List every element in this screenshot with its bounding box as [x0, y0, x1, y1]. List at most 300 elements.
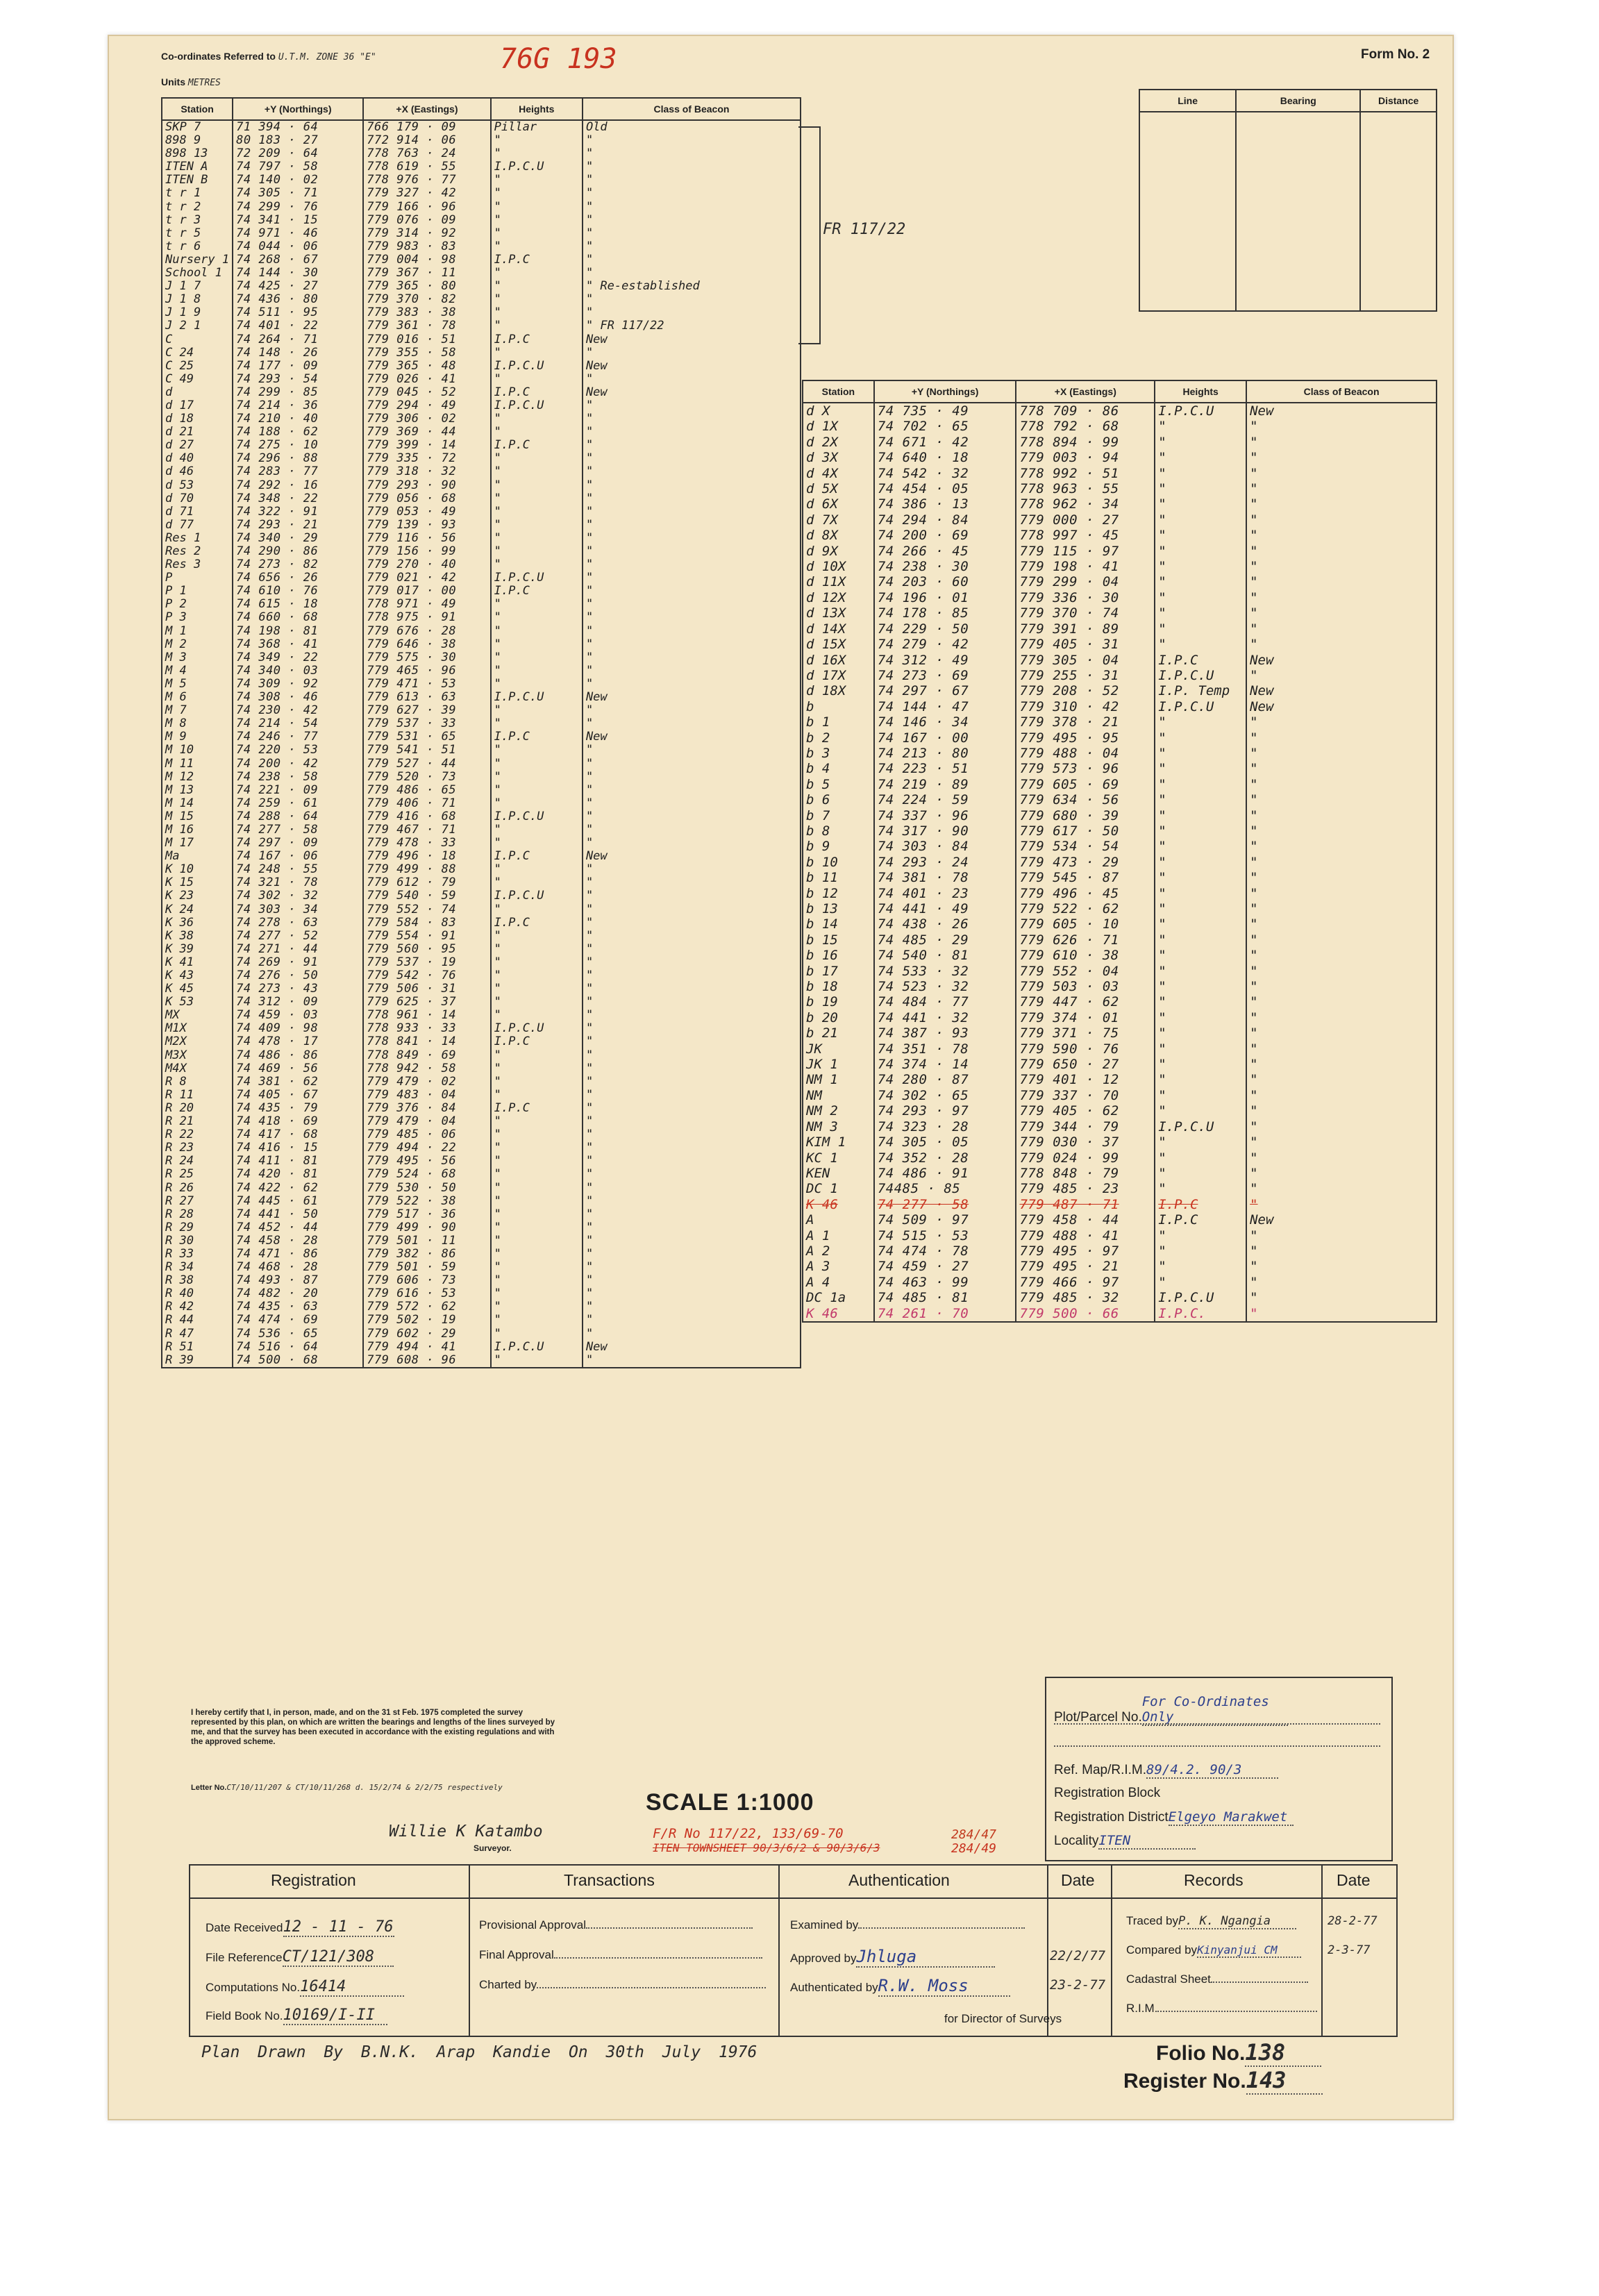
table-row: [162, 1354, 801, 1368]
easting-cell: 779 017 · 00: [363, 585, 490, 598]
class-cell: ": [583, 1009, 801, 1022]
class-cell: ": [583, 1035, 801, 1048]
date-received-value: 12 - 11 - 76: [283, 1918, 394, 1936]
station-cell: R 27: [162, 1195, 233, 1208]
easting-cell: 779 573 · 96: [1016, 761, 1155, 776]
second-header-2: +X (Eastings): [1016, 380, 1155, 403]
northing-cell: 74 196 · 01: [874, 590, 1016, 605]
station-cell: C 49: [162, 373, 233, 386]
class-cell: ": [583, 638, 801, 651]
height-cell: ": [491, 1168, 583, 1181]
table-row: [162, 1300, 801, 1314]
station-cell: P 1: [162, 585, 233, 598]
station-cell: Res 1: [162, 532, 233, 545]
class-cell: ": [583, 214, 801, 227]
easting-cell: 779 646 · 38: [363, 638, 490, 651]
height-cell: ": [1155, 512, 1246, 528]
northing-cell: 74 441 · 32: [874, 1010, 1016, 1025]
class-cell: ": [1246, 1259, 1437, 1274]
easting-cell: 779 605 · 10: [1016, 916, 1155, 932]
ref-number-2: 284/49: [951, 1841, 997, 1856]
northing-cell: 74 140 · 02: [233, 174, 363, 187]
table-row: [803, 994, 1437, 1009]
class-cell: ": [583, 532, 801, 545]
northing-cell: 74 317 · 90: [874, 823, 1016, 839]
class-cell: New: [1246, 683, 1437, 698]
northing-cell: 74 640 · 18: [874, 450, 1016, 465]
main-header-2: +X (Eastings): [363, 98, 490, 120]
table-row: [803, 481, 1437, 496]
class-cell: ": [1246, 668, 1437, 683]
table-row: [162, 863, 801, 876]
height-cell: I.P.C.: [1155, 1306, 1246, 1322]
station-cell: R 42: [162, 1300, 233, 1314]
height-cell: ": [1155, 496, 1246, 512]
height-cell: I.P.C.U: [491, 160, 583, 174]
station-cell: J 1 8: [162, 293, 233, 306]
table-row: [162, 319, 801, 333]
table-row: [162, 1208, 801, 1221]
table-row: [803, 886, 1437, 901]
station-cell: d 15X: [803, 637, 874, 652]
northing-cell: 74 702 · 65: [874, 419, 1016, 434]
station-cell: R 25: [162, 1168, 233, 1181]
letter-value: CT/10/11/207 & CT/10/11/268 d. 15/2/74 & 2/2/75 respectively: [226, 1783, 503, 1792]
northing-cell: 74 349 · 22: [233, 651, 363, 664]
northing-cell: 74 269 · 91: [233, 956, 363, 969]
height-cell: ": [1155, 1025, 1246, 1041]
table-row: [803, 1103, 1437, 1118]
northing-cell: 74 351 · 78: [874, 1041, 1016, 1057]
northing-cell: 74 293 · 21: [233, 519, 363, 532]
northing-cell: 74 293 · 97: [874, 1103, 1016, 1118]
traced-date: 28-2-77: [1328, 1914, 1378, 1928]
main-header-0: Station: [162, 98, 233, 120]
easting-cell: 779 335 · 72: [363, 452, 490, 465]
station-cell: b 21: [803, 1025, 874, 1041]
table-row: [803, 916, 1437, 932]
northing-cell: 74 309 · 92: [233, 678, 363, 691]
height-cell: ": [1155, 948, 1246, 963]
height-cell: ": [1155, 916, 1246, 932]
northing-cell: 74 188 · 62: [233, 426, 363, 439]
table-row: [162, 982, 801, 996]
class-cell: ": [1246, 730, 1437, 746]
registration-block-label: Registration Block: [1054, 1786, 1161, 1800]
northing-cell: 74 259 · 61: [233, 797, 363, 810]
table-row: [162, 426, 801, 439]
table-row: [162, 214, 801, 227]
easting-cell: 779 501 · 11: [363, 1234, 490, 1248]
northing-cell: 74 299 · 76: [233, 201, 363, 214]
northing-cell: 74 478 · 17: [233, 1035, 363, 1048]
table-row: [162, 1234, 801, 1248]
height-cell: I.P.C: [491, 916, 583, 930]
northing-cell: 74 273 · 69: [874, 668, 1016, 683]
northing-cell: 74 148 · 26: [233, 346, 363, 360]
station-cell: b 13: [803, 901, 874, 916]
easting-cell: 779 584 · 83: [363, 916, 490, 930]
class-cell: ": [583, 174, 801, 187]
height-cell: ": [1155, 419, 1246, 434]
height-cell: ": [491, 956, 583, 969]
easting-cell: 779 488 · 41: [1016, 1228, 1155, 1243]
easting-cell: 779 488 · 04: [1016, 746, 1155, 761]
station-cell: 898 9: [162, 134, 233, 147]
station-cell: d 11X: [803, 574, 874, 589]
table-row: [162, 996, 801, 1009]
northing-cell: 74 302 · 65: [874, 1088, 1016, 1103]
table-row: [803, 574, 1437, 589]
class-cell: ": [1246, 496, 1437, 512]
table-row: [803, 1166, 1437, 1181]
height-cell: ": [491, 214, 583, 227]
northing-cell: 74 435 · 79: [233, 1102, 363, 1115]
class-cell: ": [583, 956, 801, 969]
station-cell: R 20: [162, 1102, 233, 1115]
table-row: [162, 850, 801, 863]
station-cell: Ma: [162, 850, 233, 863]
class-cell: ": [583, 1049, 801, 1062]
class-cell: ": [1246, 419, 1437, 434]
class-cell: ": [1246, 901, 1437, 916]
table-row: [162, 757, 801, 771]
height-cell: ": [491, 519, 583, 532]
northing-cell: 74 308 · 46: [233, 691, 363, 704]
height-cell: ": [491, 545, 583, 558]
easting-cell: 778 942 · 58: [363, 1062, 490, 1075]
height-cell: ": [1155, 1057, 1246, 1072]
northing-cell: 74 341 · 15: [233, 214, 363, 227]
table-row: [162, 876, 801, 889]
height-cell: ": [491, 280, 583, 293]
computations-line: Computations No.16414: [206, 1978, 404, 1997]
class-cell: ": [583, 439, 801, 452]
station-cell: M3X: [162, 1049, 233, 1062]
provisional-approval-line: Provisional Approval: [479, 1918, 753, 1932]
class-cell: ": [583, 823, 801, 837]
northing-cell: 74 486 · 91: [874, 1166, 1016, 1181]
northing-cell: 74 223 · 51: [874, 761, 1016, 776]
height-cell: I.P.C: [491, 1035, 583, 1048]
northing-cell: 74 401 · 22: [233, 319, 363, 333]
station-cell: KEN: [803, 1166, 874, 1181]
table-row: [162, 267, 801, 280]
divider: [469, 1864, 470, 2036]
northing-cell: 74 420 · 81: [233, 1168, 363, 1181]
easting-cell: 779 405 · 31: [1016, 637, 1155, 652]
locality-line: LocalityITEN: [1054, 1833, 1196, 1850]
station-cell: b 15: [803, 932, 874, 948]
class-cell: ": [583, 452, 801, 465]
station-cell: R 34: [162, 1261, 233, 1274]
height-cell: ": [1155, 621, 1246, 637]
northing-cell: 74 246 · 77: [233, 730, 363, 744]
easting-cell: 779 485 · 32: [1016, 1290, 1155, 1305]
easting-cell: 778 971 · 49: [363, 598, 490, 611]
class-cell: ": [583, 1062, 801, 1075]
easting-cell: 779 483 · 04: [363, 1089, 490, 1102]
station-cell: NM: [803, 1088, 874, 1103]
height-cell: ": [491, 1195, 583, 1208]
table-row: [162, 1089, 801, 1102]
easting-cell: 779 000 · 27: [1016, 512, 1155, 528]
table-row: [803, 870, 1437, 885]
height-cell: ": [491, 1327, 583, 1341]
station-cell: KIM 1: [803, 1134, 874, 1150]
dotted-line: [1054, 1745, 1380, 1747]
station-cell: b 19: [803, 994, 874, 1009]
station-cell: KC 1: [803, 1150, 874, 1166]
height-cell: ": [1155, 870, 1246, 885]
class-cell: ": [1246, 964, 1437, 979]
district-value: Elgeyo Marakwet: [1169, 1809, 1294, 1826]
easting-cell: 779 499 · 88: [363, 863, 490, 876]
class-cell: ": [1246, 808, 1437, 823]
easting-cell: 779 473 · 29: [1016, 855, 1155, 870]
height-cell: I.P.C.U: [491, 889, 583, 903]
height-cell: ": [491, 293, 583, 306]
table-row: [162, 1155, 801, 1168]
northing-cell: 74 220 · 53: [233, 744, 363, 757]
station-cell: R 28: [162, 1208, 233, 1221]
easting-cell: 778 976 · 77: [363, 174, 490, 187]
class-cell: ": [1246, 637, 1437, 652]
height-cell: I.P.C: [491, 585, 583, 598]
easting-cell: 778 992 · 51: [1016, 466, 1155, 481]
height-cell: ": [1155, 637, 1246, 652]
northing-cell: 74 409 · 98: [233, 1022, 363, 1035]
easting-cell: 779 610 · 38: [1016, 948, 1155, 963]
station-cell: M 1: [162, 625, 233, 638]
northing-cell: 74485 · 85: [874, 1181, 1016, 1196]
class-cell: ": [1246, 450, 1437, 465]
height-cell: ": [491, 426, 583, 439]
table-row: [162, 678, 801, 691]
table-row: [162, 1221, 801, 1234]
table-row: [803, 964, 1437, 979]
table-row: [162, 240, 801, 253]
class-cell: ": [583, 492, 801, 505]
units-label: Units METRES: [161, 76, 221, 88]
easting-cell: 779 458 · 44: [1016, 1212, 1155, 1227]
class-cell: ": [583, 611, 801, 624]
table-row: [162, 120, 801, 134]
height-cell: ": [491, 1274, 583, 1287]
class-cell: ": [583, 982, 801, 996]
table-row: [803, 901, 1437, 916]
table-row: [803, 637, 1437, 652]
table-row: [803, 979, 1437, 994]
table-row: [803, 808, 1437, 823]
station-cell: d 13X: [803, 605, 874, 621]
authenticated-date: 23-2-77: [1050, 1977, 1106, 1993]
northing-cell: 74 381 · 62: [233, 1075, 363, 1089]
easting-cell: 779 503 · 03: [1016, 979, 1155, 994]
easting-cell: 779 540 · 59: [363, 889, 490, 903]
station-cell: R 51: [162, 1341, 233, 1354]
class-cell: ": [583, 1182, 801, 1195]
height-cell: ": [1155, 979, 1246, 994]
class-cell: ": [1246, 1243, 1437, 1259]
easting-cell: 778 709 · 86: [1016, 403, 1155, 419]
class-cell: ": [1246, 1228, 1437, 1243]
height-cell: ": [1155, 590, 1246, 605]
northing-cell: 74 200 · 69: [874, 528, 1016, 543]
class-cell: ": [583, 465, 801, 478]
table-row: [1139, 112, 1437, 311]
table-row: [803, 839, 1437, 854]
station-cell: M 6: [162, 691, 233, 704]
station-cell: K 15: [162, 876, 233, 889]
class-cell: New: [1246, 653, 1437, 668]
station-cell: d 21: [162, 426, 233, 439]
table-row: [162, 1102, 801, 1115]
station-cell: K 38: [162, 930, 233, 943]
easting-cell: 779 552 · 74: [363, 903, 490, 916]
northing-cell: 74 436 · 80: [233, 293, 363, 306]
class-cell: ": [583, 930, 801, 943]
northing-cell: 74 290 · 86: [233, 545, 363, 558]
easting-cell: 779 361 · 78: [363, 319, 490, 333]
easting-cell: 779 606 · 73: [363, 1274, 490, 1287]
table-row: [162, 969, 801, 982]
class-cell: ": [1246, 528, 1437, 543]
northing-cell: 74 277 · 58: [874, 1197, 1016, 1212]
table-row: [803, 1119, 1437, 1134]
scale: SCALE 1:1000: [646, 1789, 814, 1816]
station-cell: d: [162, 386, 233, 399]
class-cell: New: [1246, 403, 1437, 419]
class-cell: ": [583, 1075, 801, 1089]
class-cell: ": [583, 1195, 801, 1208]
station-cell: K 45: [162, 982, 233, 996]
class-cell: ": [1246, 777, 1437, 792]
easting-cell: 779 495 · 97: [1016, 1243, 1155, 1259]
class-cell: ": [1246, 1134, 1437, 1150]
class-cell: ": [1246, 916, 1437, 932]
table-row: [162, 837, 801, 850]
station-cell: SKP 7: [162, 120, 233, 134]
northing-cell: 74 230 · 42: [233, 704, 363, 717]
table-row: [803, 559, 1437, 574]
northing-cell: 74 533 · 32: [874, 964, 1016, 979]
table-row: [803, 1181, 1437, 1196]
easting-cell: 779 479 · 02: [363, 1075, 490, 1089]
station-cell: R 33: [162, 1248, 233, 1261]
height-cell: ": [491, 1049, 583, 1062]
station-cell: R 38: [162, 1274, 233, 1287]
station-cell: R 47: [162, 1327, 233, 1341]
class-cell: ": [583, 426, 801, 439]
table-row: [162, 1261, 801, 1274]
class-cell: ": [583, 373, 801, 386]
ref-map-line: Ref. Map/R.I.M.89/4.2. 90/3: [1054, 1762, 1278, 1779]
class-cell: ": [583, 306, 801, 319]
easting-cell: 779 605 · 69: [1016, 777, 1155, 792]
station-cell: Nursery 1: [162, 253, 233, 267]
table-row: [162, 1168, 801, 1181]
height-cell: I.P.C: [1155, 1212, 1246, 1227]
class-cell: ": [1246, 1166, 1437, 1181]
class-cell: ": [583, 1022, 801, 1035]
easting-cell: 779 534 · 54: [1016, 839, 1155, 854]
class-cell: ": [1246, 574, 1437, 589]
class-cell: ": [583, 201, 801, 214]
height-cell: ": [491, 319, 583, 333]
station-cell: C 25: [162, 360, 233, 373]
cadastral-sheet-line: Cadastral Sheet: [1126, 1972, 1308, 1986]
northing-cell: 72 209 · 64: [233, 147, 363, 160]
table-row: [803, 1150, 1437, 1166]
station-cell: d 40: [162, 452, 233, 465]
easting-cell: 778 849 · 69: [363, 1049, 490, 1062]
station-cell: M 16: [162, 823, 233, 837]
northing-cell: 74 523 · 32: [874, 979, 1016, 994]
easting-cell: 779 355 · 58: [363, 346, 490, 360]
easting-cell: 778 997 · 45: [1016, 528, 1155, 543]
table-row: [803, 1243, 1437, 1259]
northing-cell: 74 459 · 27: [874, 1259, 1016, 1274]
reg-header-date: Date: [1061, 1871, 1095, 1889]
station-cell: b 11: [803, 870, 874, 885]
northing-cell: 74 275 · 10: [233, 439, 363, 452]
class-cell: ": [583, 969, 801, 982]
height-cell: ": [491, 930, 583, 943]
line-header-2: Distance: [1360, 90, 1437, 112]
station-cell: R 30: [162, 1234, 233, 1248]
table-row: [803, 1197, 1437, 1212]
table-row: [162, 1049, 801, 1062]
approved-signature: Jhluga: [856, 1947, 995, 1968]
height-cell: I.P.C: [491, 333, 583, 346]
class-cell: ": [583, 505, 801, 519]
station-cell: R 23: [162, 1141, 233, 1155]
easting-cell: 779 530 · 50: [363, 1182, 490, 1195]
table-row: [162, 916, 801, 930]
easting-cell: 779 634 · 56: [1016, 792, 1155, 807]
northing-cell: 74 305 · 71: [233, 187, 363, 200]
northing-cell: 74 509 · 97: [874, 1212, 1016, 1227]
easting-cell: 779 024 · 99: [1016, 1150, 1155, 1166]
class-cell: ": [583, 160, 801, 174]
station-cell: d 8X: [803, 528, 874, 543]
table-row: [162, 1062, 801, 1075]
easting-cell: 779 382 · 86: [363, 1248, 490, 1261]
class-cell: Old: [583, 120, 801, 134]
northing-cell: 74 352 · 28: [874, 1150, 1016, 1166]
easting-cell: 779 270 · 40: [363, 558, 490, 571]
northing-cell: 74 292 · 16: [233, 479, 363, 492]
station-cell: R 8: [162, 1075, 233, 1089]
northing-cell: 74 468 · 28: [233, 1261, 363, 1274]
station-cell: R 11: [162, 1089, 233, 1102]
height-cell: ": [1155, 1134, 1246, 1150]
height-cell: ": [1155, 450, 1246, 465]
table-row: [803, 1134, 1437, 1150]
table-row: [162, 147, 801, 160]
station-cell: d 9X: [803, 544, 874, 559]
northing-cell: 74 435 · 63: [233, 1300, 363, 1314]
class-cell: ": [1246, 590, 1437, 605]
easting-cell: 779 554 · 91: [363, 930, 490, 943]
surveyor-label: Surveyor.: [474, 1843, 512, 1853]
height-cell: I.P.C.U: [1155, 1290, 1246, 1305]
northing-cell: 74 486 · 86: [233, 1049, 363, 1062]
table-row: [162, 1195, 801, 1208]
station-cell: NM 1: [803, 1072, 874, 1087]
class-cell: ": [583, 916, 801, 930]
